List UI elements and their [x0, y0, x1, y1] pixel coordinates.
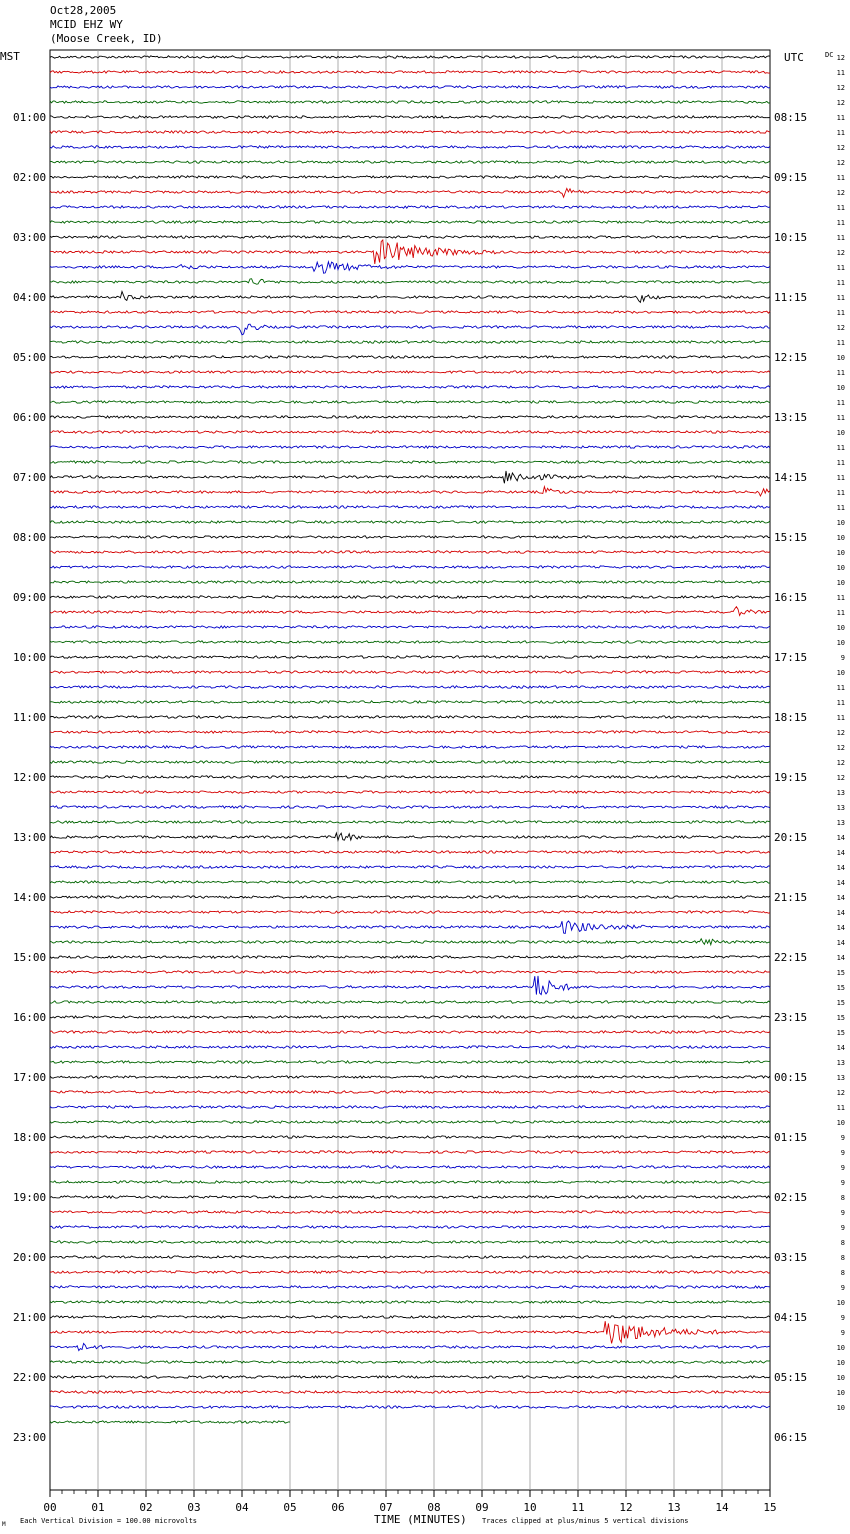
seismic-traces — [50, 56, 770, 1423]
trace-line — [50, 626, 770, 628]
trace-line — [50, 431, 770, 433]
trace-line — [50, 356, 770, 358]
trace-line — [50, 131, 770, 133]
dc-offset-value: 14 — [836, 909, 845, 917]
mst-hour-label: 20:00 — [13, 1251, 47, 1264]
trace-line — [50, 1121, 770, 1123]
dc-offset-value: 12 — [836, 249, 845, 257]
mst-hour-label: 07:00 — [13, 471, 47, 484]
dc-offset-value: 11 — [836, 414, 845, 422]
dc-offset-value: 14 — [836, 894, 845, 902]
station-location: (Moose Creek, ID) — [50, 32, 163, 45]
dc-offset-value: 11 — [836, 279, 845, 287]
trace-line — [50, 1226, 770, 1228]
clip-note: Traces clipped at plus/minus 5 vertical divisions — [482, 1517, 689, 1525]
trace-line — [50, 1271, 770, 1273]
x-tick-label: 03 — [187, 1501, 201, 1514]
utc-hour-label: 03:15 — [774, 1251, 808, 1264]
trace-line — [50, 896, 770, 898]
dc-offset-value: 10 — [836, 564, 845, 572]
utc-hour-label: 11:15 — [774, 291, 808, 304]
dc-offset-value: 8 — [840, 1254, 845, 1262]
dc-offset-value: 11 — [836, 1104, 845, 1112]
trace-line — [50, 1106, 770, 1108]
plot-frame — [50, 50, 770, 1490]
dc-offset-value: 10 — [836, 1359, 845, 1367]
dc-offset-value: 14 — [836, 849, 845, 857]
dc-offset-value: 11 — [836, 114, 845, 122]
dc-offset-value: 15 — [836, 999, 845, 1007]
trace-line — [50, 641, 770, 643]
dc-offset-value: 15 — [836, 1014, 845, 1022]
dc-offset-value: 14 — [836, 1044, 845, 1052]
dc-offset-value: 15 — [836, 984, 845, 992]
trace-line — [50, 461, 770, 463]
trace-line — [50, 596, 770, 598]
trace-line — [50, 1151, 770, 1153]
dc-offset-value: 11 — [836, 69, 845, 77]
dc-offset-value: 10 — [836, 1404, 845, 1412]
trace-line — [50, 791, 770, 793]
dc-offset-value: 12 — [836, 1089, 845, 1097]
trace-line — [50, 1316, 770, 1318]
dc-offset-value: 14 — [836, 879, 845, 887]
dc-offset-value: 12 — [836, 189, 845, 197]
x-axis-ticks — [43, 1490, 776, 1514]
dc-offset-value: 8 — [840, 1239, 845, 1247]
dc-offset-value: 12 — [836, 159, 845, 167]
dc-offset-value: 10 — [836, 384, 845, 392]
dc-offset-value: 12 — [836, 729, 845, 737]
trace-line — [50, 401, 770, 403]
mst-hour-label: 17:00 — [13, 1071, 47, 1084]
trace-line — [50, 116, 770, 118]
x-tick-label: 06 — [331, 1501, 345, 1514]
x-tick-label: 05 — [283, 1501, 297, 1514]
dc-offset-value: 14 — [836, 864, 845, 872]
trace-line — [50, 161, 770, 163]
trace-line — [50, 292, 770, 303]
dc-label: DC — [825, 51, 834, 59]
dc-offset-value: 12 — [836, 84, 845, 92]
dc-offset-value: 11 — [836, 309, 845, 317]
station-id: MCID EHZ WY — [50, 18, 123, 31]
trace-line — [50, 1301, 770, 1303]
trace-line — [50, 471, 770, 483]
dc-offset-value: 11 — [836, 444, 845, 452]
mst-hour-label: 11:00 — [13, 711, 47, 724]
dc-offset-value: 14 — [836, 939, 845, 947]
trace-line — [50, 487, 770, 496]
mst-hour-label: 05:00 — [13, 351, 47, 364]
dc-offset-value: 11 — [836, 174, 845, 182]
dc-offset-value: 15 — [836, 969, 845, 977]
utc-hour-label: 12:15 — [774, 351, 808, 364]
mst-hour-label: 06:00 — [13, 411, 47, 424]
trace-line — [50, 551, 770, 553]
dc-offset-value: 10 — [836, 1299, 845, 1307]
trace-line — [50, 521, 770, 523]
mst-hour-label: 01:00 — [13, 111, 47, 124]
dc-offset-value: 10 — [836, 549, 845, 557]
utc-hour-labels — [774, 111, 807, 1444]
utc-hour-label: 20:15 — [774, 831, 808, 844]
mst-hour-label: 13:00 — [13, 831, 47, 844]
dc-offset-value: 12 — [836, 54, 845, 62]
trace-line — [50, 921, 770, 933]
utc-hour-label: 02:15 — [774, 1191, 808, 1204]
trace-line — [50, 1376, 770, 1378]
trace-line — [50, 881, 770, 883]
mst-hour-label: 21:00 — [13, 1311, 47, 1324]
trace-line — [50, 776, 770, 778]
trace-line — [50, 746, 770, 748]
trace-line — [50, 1196, 770, 1198]
trace-line — [50, 221, 770, 223]
dc-offset-value: 12 — [836, 144, 845, 152]
trace-line — [50, 176, 770, 178]
dc-offset-value: 13 — [836, 804, 845, 812]
x-tick-label: 14 — [715, 1501, 729, 1514]
dc-offset-value: 13 — [836, 819, 845, 827]
trace-line — [50, 1286, 770, 1288]
x-tick-label: 15 — [763, 1501, 777, 1514]
trace-line — [50, 1076, 770, 1078]
trace-line — [50, 146, 770, 148]
utc-label: UTC — [784, 51, 804, 64]
dc-offset-value: 11 — [836, 399, 845, 407]
trace-line — [50, 939, 770, 945]
trace-line — [50, 701, 770, 703]
trace-line — [50, 1211, 770, 1213]
trace-line — [50, 1406, 770, 1408]
trace-line — [50, 1343, 770, 1350]
dc-offset-value: 11 — [836, 264, 845, 272]
trace-line — [50, 279, 770, 285]
x-tick-label: 01 — [91, 1501, 105, 1514]
minute-gridlines — [98, 50, 722, 1490]
dc-offset-value: 12 — [836, 324, 845, 332]
dc-offset-value: 11 — [836, 714, 845, 722]
mst-hour-labels — [13, 111, 46, 1444]
dc-offset-value: 8 — [840, 1194, 845, 1202]
dc-offset-value: 9 — [840, 1224, 845, 1232]
trace-line — [50, 656, 770, 658]
trace-line — [50, 506, 770, 508]
utc-hour-label: 00:15 — [774, 1071, 808, 1084]
dc-offset-value: 10 — [836, 639, 845, 647]
dc-offset-column — [837, 54, 845, 1412]
dc-offset-value: 11 — [836, 369, 845, 377]
trace-line — [50, 236, 770, 238]
trace-line — [50, 761, 770, 763]
trace-line — [50, 1181, 770, 1183]
dc-offset-value: 9 — [840, 1179, 845, 1187]
dc-offset-value: 10 — [836, 624, 845, 632]
trace-line — [50, 1421, 290, 1423]
dc-offset-value: 11 — [836, 129, 845, 137]
utc-hour-label: 04:15 — [774, 1311, 808, 1324]
dc-offset-value: 10 — [836, 1119, 845, 1127]
dc-offset-value: 10 — [836, 1344, 845, 1352]
trace-line — [50, 1361, 770, 1363]
dc-offset-value: 11 — [836, 339, 845, 347]
x-tick-label: 12 — [619, 1501, 633, 1514]
dc-offset-value: 9 — [840, 654, 845, 662]
trace-line — [50, 206, 770, 208]
mst-label: MST — [0, 50, 20, 63]
corner-mark: M — [2, 1521, 6, 1528]
x-tick-label: 10 — [523, 1501, 537, 1514]
dc-offset-value: 11 — [836, 204, 845, 212]
trace-line — [50, 188, 770, 197]
x-tick-label: 13 — [667, 1501, 681, 1514]
trace-line — [50, 341, 770, 343]
utc-hour-label: 01:15 — [774, 1131, 808, 1144]
trace-line — [50, 581, 770, 583]
dc-offset-value: 12 — [836, 99, 845, 107]
dc-offset-value: 11 — [836, 504, 845, 512]
trace-line — [50, 1016, 770, 1018]
dc-offset-value: 10 — [836, 429, 845, 437]
dc-offset-value: 12 — [836, 774, 845, 782]
utc-hour-label: 17:15 — [774, 651, 808, 664]
dc-offset-value: 11 — [836, 474, 845, 482]
trace-line — [50, 866, 770, 868]
mst-hour-label: 19:00 — [13, 1191, 47, 1204]
dc-offset-value: 12 — [836, 744, 845, 752]
dc-offset-value: 11 — [836, 459, 845, 467]
trace-line — [50, 566, 770, 568]
trace-line — [50, 101, 770, 103]
mst-hour-label: 03:00 — [13, 231, 47, 244]
utc-hour-label: 08:15 — [774, 111, 808, 124]
x-tick-label: 04 — [235, 1501, 249, 1514]
dc-offset-value: 14 — [836, 924, 845, 932]
trace-line — [50, 716, 770, 718]
trace-line — [50, 311, 770, 313]
dc-offset-value: 15 — [836, 1029, 845, 1037]
utc-hour-label: 23:15 — [774, 1011, 808, 1024]
trace-line — [50, 1321, 770, 1343]
trace-line — [50, 240, 770, 264]
trace-line — [50, 1091, 770, 1093]
dc-offset-value: 11 — [836, 684, 845, 692]
mst-hour-label: 10:00 — [13, 651, 47, 664]
utc-hour-label: 16:15 — [774, 591, 808, 604]
x-tick-label: 09 — [475, 1501, 489, 1514]
mst-hour-label: 16:00 — [13, 1011, 47, 1024]
x-tick-label: 00 — [43, 1501, 57, 1514]
dc-offset-value: 9 — [840, 1164, 845, 1172]
dc-offset-value: 11 — [836, 219, 845, 227]
trace-line — [50, 1046, 770, 1048]
dc-offset-value: 9 — [840, 1209, 845, 1217]
utc-hour-label: 21:15 — [774, 891, 808, 904]
utc-hour-label: 10:15 — [774, 231, 808, 244]
dc-offset-value: 11 — [836, 609, 845, 617]
dc-offset-value: 9 — [840, 1134, 845, 1142]
dc-offset-value: 10 — [836, 534, 845, 542]
trace-line — [50, 851, 770, 853]
trace-line — [50, 1241, 770, 1243]
utc-hour-label: 22:15 — [774, 951, 808, 964]
utc-hour-label: 05:15 — [774, 1371, 808, 1384]
trace-line — [50, 324, 770, 335]
trace-line — [50, 262, 770, 273]
dc-offset-value: 10 — [836, 579, 845, 587]
trace-line — [50, 731, 770, 733]
dc-offset-value: 10 — [836, 669, 845, 677]
dc-offset-value: 10 — [836, 354, 845, 362]
trace-line — [50, 56, 770, 58]
trace-line — [50, 536, 770, 538]
trace-line — [50, 1031, 770, 1033]
utc-hour-label: 09:15 — [774, 171, 808, 184]
trace-line — [50, 833, 770, 840]
utc-hour-label: 18:15 — [774, 711, 808, 724]
dc-offset-value: 9 — [840, 1284, 845, 1292]
mst-hour-label: 04:00 — [13, 291, 47, 304]
trace-line — [50, 416, 770, 418]
dc-offset-value: 13 — [836, 1074, 845, 1082]
utc-hour-label: 06:15 — [774, 1431, 808, 1444]
dc-offset-value: 11 — [836, 489, 845, 497]
dc-offset-value: 12 — [836, 759, 845, 767]
trace-line — [50, 86, 770, 88]
trace-line — [50, 1136, 770, 1138]
trace-line — [50, 976, 770, 995]
dc-offset-value: 9 — [840, 1329, 845, 1337]
trace-line — [50, 971, 770, 973]
trace-line — [50, 446, 770, 448]
trace-line — [50, 911, 770, 913]
dc-offset-value: 11 — [836, 699, 845, 707]
mst-hour-label: 23:00 — [13, 1431, 47, 1444]
mst-hour-label: 12:00 — [13, 771, 47, 784]
trace-line — [50, 671, 770, 673]
mst-hour-label: 02:00 — [13, 171, 47, 184]
utc-hour-label: 15:15 — [774, 531, 808, 544]
dc-offset-value: 14 — [836, 834, 845, 842]
dc-offset-value: 9 — [840, 1149, 845, 1157]
dc-offset-value: 8 — [840, 1269, 845, 1277]
x-tick-label: 02 — [139, 1501, 153, 1514]
trace-line — [50, 821, 770, 823]
x-tick-label: 08 — [427, 1501, 441, 1514]
x-axis-title: TIME (MINUTES) — [374, 1513, 467, 1526]
x-tick-label: 11 — [571, 1501, 585, 1514]
dc-offset-value: 13 — [836, 1059, 845, 1067]
mst-hour-label: 15:00 — [13, 951, 47, 964]
mst-hour-label: 09:00 — [13, 591, 47, 604]
mst-hour-label: 18:00 — [13, 1131, 47, 1144]
trace-line — [50, 1061, 770, 1063]
dc-offset-value: 13 — [836, 789, 845, 797]
trace-line — [50, 686, 770, 688]
trace-line — [50, 71, 770, 73]
plot-date: Oct28,2005 — [50, 4, 117, 17]
mst-hour-label: 08:00 — [13, 531, 47, 544]
trace-line — [50, 371, 770, 373]
mst-hour-label: 22:00 — [13, 1371, 47, 1384]
dc-offset-value: 14 — [836, 954, 845, 962]
trace-line — [50, 1256, 770, 1258]
utc-hour-label: 14:15 — [774, 471, 808, 484]
x-tick-label: 07 — [379, 1501, 393, 1514]
trace-line — [50, 386, 770, 388]
trace-line — [50, 806, 770, 808]
dc-offset-value: 9 — [840, 1314, 845, 1322]
trace-line — [50, 1001, 770, 1003]
trace-line — [50, 956, 770, 958]
trace-line — [50, 607, 770, 616]
dc-offset-value: 11 — [836, 594, 845, 602]
utc-hour-label: 13:15 — [774, 411, 808, 424]
dc-offset-value: 10 — [836, 1389, 845, 1397]
trace-line — [50, 1166, 770, 1168]
utc-hour-label: 19:15 — [774, 771, 808, 784]
dc-offset-value: 11 — [836, 234, 845, 242]
dc-offset-value: 10 — [836, 519, 845, 527]
dc-offset-value: 11 — [836, 294, 845, 302]
mst-hour-label: 14:00 — [13, 891, 47, 904]
dc-offset-value: 10 — [836, 1374, 845, 1382]
scale-note: Each Vertical Division = 100.00 microvolts — [20, 1517, 198, 1525]
trace-line — [50, 1391, 770, 1393]
